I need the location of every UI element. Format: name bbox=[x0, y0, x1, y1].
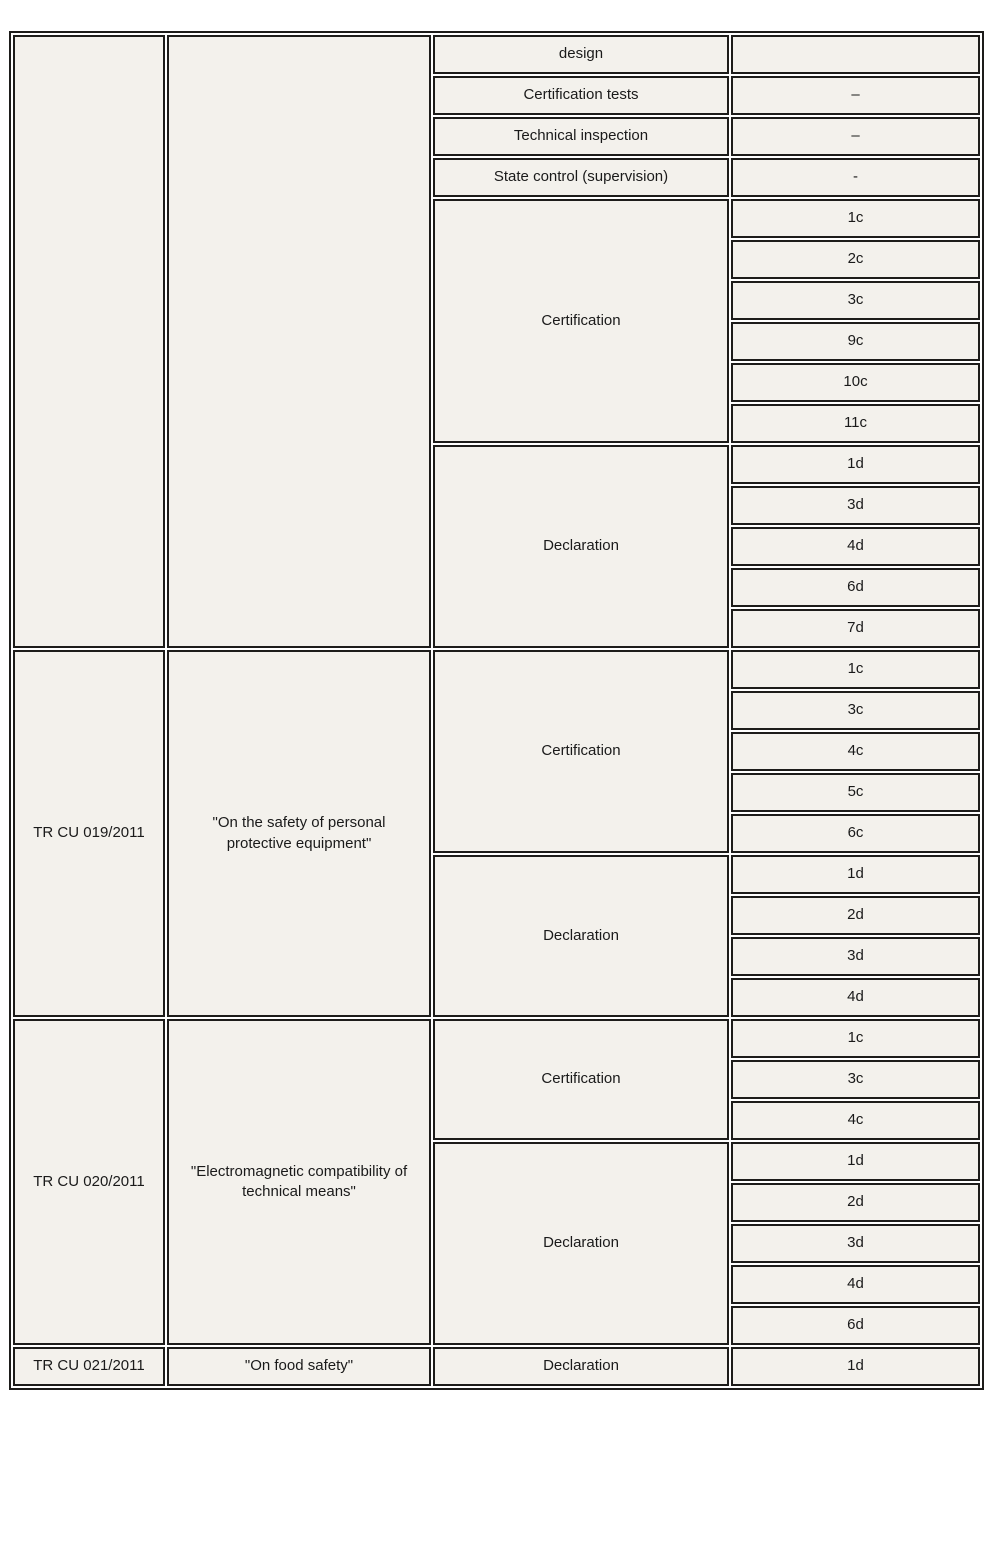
procedure-cell: Declaration bbox=[433, 1347, 729, 1386]
scheme-cell: 1d bbox=[731, 1347, 980, 1386]
scheme-cell: 7d bbox=[731, 609, 980, 648]
scheme-cell: 3d bbox=[731, 937, 980, 976]
scheme-cell: 2c bbox=[731, 240, 980, 279]
scheme-cell: 2d bbox=[731, 896, 980, 935]
scheme-cell: 6c bbox=[731, 814, 980, 853]
scheme-cell: 1c bbox=[731, 650, 980, 689]
scheme-cell: 4d bbox=[731, 1265, 980, 1304]
procedure-cell: Technical inspection bbox=[433, 117, 729, 156]
scheme-cell: 4d bbox=[731, 527, 980, 566]
scheme-cell: 1c bbox=[731, 199, 980, 238]
scheme-cell: 2d bbox=[731, 1183, 980, 1222]
regulations-table-body bbox=[13, 35, 980, 1386]
table-row bbox=[13, 35, 980, 74]
table-row bbox=[13, 1347, 980, 1386]
scheme-cell: 3c bbox=[731, 281, 980, 320]
scheme-cell: 10c bbox=[731, 363, 980, 402]
regulation-name-cell: "On food safety" bbox=[167, 1347, 431, 1386]
regulation-name-cell: "On the safety of personal protective equipment" bbox=[167, 650, 431, 1017]
scheme-cell: 1d bbox=[731, 445, 980, 484]
scheme-cell: 4c bbox=[731, 732, 980, 771]
table-row bbox=[13, 1019, 980, 1058]
table-row bbox=[13, 650, 980, 689]
procedure-cell: Declaration bbox=[433, 445, 729, 648]
procedure-cell: Certification bbox=[433, 199, 729, 443]
scheme-cell: – bbox=[731, 117, 980, 156]
scheme-cell: 1d bbox=[731, 1142, 980, 1181]
procedure-cell: Certification tests bbox=[433, 76, 729, 115]
procedure-cell: Declaration bbox=[433, 1142, 729, 1345]
scheme-cell: 3c bbox=[731, 691, 980, 730]
scheme-cell: – bbox=[731, 76, 980, 115]
procedure-cell: State control (supervision) bbox=[433, 158, 729, 197]
regulation-code-cell: TR CU 020/2011 bbox=[13, 1019, 165, 1345]
scheme-cell: 11c bbox=[731, 404, 980, 443]
scheme-cell: 1d bbox=[731, 855, 980, 894]
procedure-cell: design bbox=[433, 35, 729, 74]
scheme-cell: 3d bbox=[731, 486, 980, 525]
scheme-cell bbox=[731, 35, 980, 74]
scheme-cell: 4c bbox=[731, 1101, 980, 1140]
scheme-cell: 6d bbox=[731, 568, 980, 607]
scheme-cell: 4d bbox=[731, 978, 980, 1017]
regulation-code-cell: TR CU 019/2011 bbox=[13, 650, 165, 1017]
regulation-code-cell: TR CU 021/2011 bbox=[13, 1347, 165, 1386]
scheme-cell: 5c bbox=[731, 773, 980, 812]
procedure-cell: Certification bbox=[433, 1019, 729, 1140]
scheme-cell: 3c bbox=[731, 1060, 980, 1099]
regulation-name-cell bbox=[167, 35, 431, 648]
regulation-code-cell bbox=[13, 35, 165, 648]
scheme-cell: 9c bbox=[731, 322, 980, 361]
scheme-cell: - bbox=[731, 158, 980, 197]
regulation-name-cell: "Electromagnetic compatibility of technical means" bbox=[167, 1019, 431, 1345]
scheme-cell: 1c bbox=[731, 1019, 980, 1058]
scheme-cell: 3d bbox=[731, 1224, 980, 1263]
procedure-cell: Certification bbox=[433, 650, 729, 853]
scheme-cell: 6d bbox=[731, 1306, 980, 1345]
regulations-table bbox=[9, 31, 984, 1390]
procedure-cell: Declaration bbox=[433, 855, 729, 1017]
